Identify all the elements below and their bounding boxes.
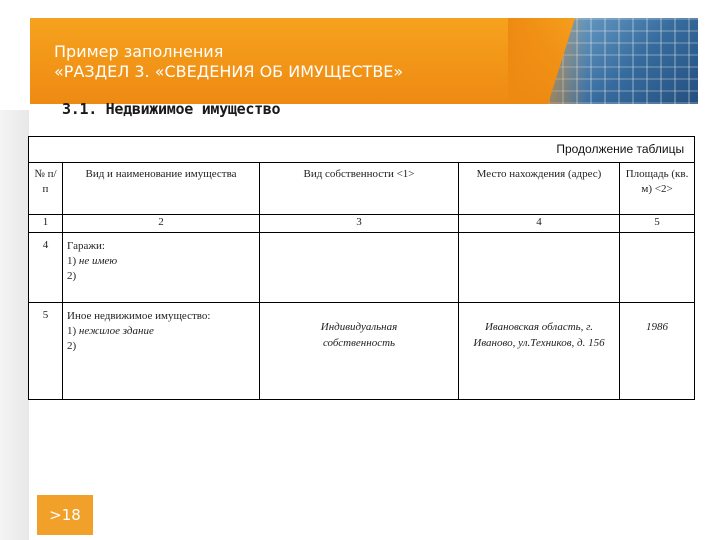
row-location bbox=[459, 233, 620, 303]
col-number: 4 bbox=[459, 215, 620, 233]
col-number: 3 bbox=[260, 215, 459, 233]
row-ownership: Индивидуальная собственность bbox=[260, 303, 459, 400]
slide-number-prefix: > bbox=[49, 506, 62, 524]
banner-title-line2: «РАЗДЕЛ 3. «СВЕДЕНИЯ ОБ ИМУЩЕСТВЕ» bbox=[54, 62, 404, 81]
property-table bbox=[28, 136, 694, 400]
banner-title bbox=[54, 42, 403, 82]
col-number: 2 bbox=[63, 215, 260, 233]
header-ownership: Вид собственности <1> bbox=[260, 163, 459, 215]
row-name bbox=[63, 303, 260, 400]
row-name bbox=[63, 233, 260, 303]
row-ownership bbox=[260, 233, 459, 303]
row-item-2: 2) bbox=[67, 340, 77, 352]
table-row bbox=[29, 303, 695, 400]
left-panel bbox=[0, 110, 29, 540]
header-no: № п/п bbox=[29, 163, 63, 215]
table-continuation: Продолжение таблицы bbox=[29, 137, 695, 163]
row-item-1-value: нежилое здание bbox=[78, 325, 154, 337]
slide-number-badge bbox=[37, 495, 93, 535]
row-item-2: 2) bbox=[67, 270, 77, 282]
row-area: 1986 bbox=[620, 303, 695, 400]
row-no: 4 bbox=[29, 233, 63, 303]
table-row bbox=[29, 233, 695, 303]
row-item-1: 1) нежилое здание bbox=[67, 325, 154, 337]
row-item-1-value: не имею bbox=[78, 255, 118, 267]
section-title: 3.1. Недвижимое имущество bbox=[62, 100, 281, 118]
row-area bbox=[620, 233, 695, 303]
header-name: Вид и наименование имущества bbox=[63, 163, 260, 215]
row-no: 5 bbox=[29, 303, 63, 400]
row-item-1: 1) не имею bbox=[67, 255, 118, 267]
col-number: 5 bbox=[620, 215, 695, 233]
row-name-title: Иное недвижимое имущество: bbox=[67, 310, 211, 322]
banner-title-line1: Пример заполнения bbox=[54, 42, 224, 61]
header-location: Место нахождения (адрес) bbox=[459, 163, 620, 215]
row-location: Ивановская область, г. Иваново, ул.Техников, д. 156 bbox=[459, 303, 620, 400]
header-area: Площадь (кв. м) <2> bbox=[620, 163, 695, 215]
slide-number: 18 bbox=[61, 506, 81, 524]
header-banner bbox=[30, 18, 698, 104]
row-name-title: Гаражи: bbox=[67, 240, 105, 252]
col-number: 1 bbox=[29, 215, 63, 233]
